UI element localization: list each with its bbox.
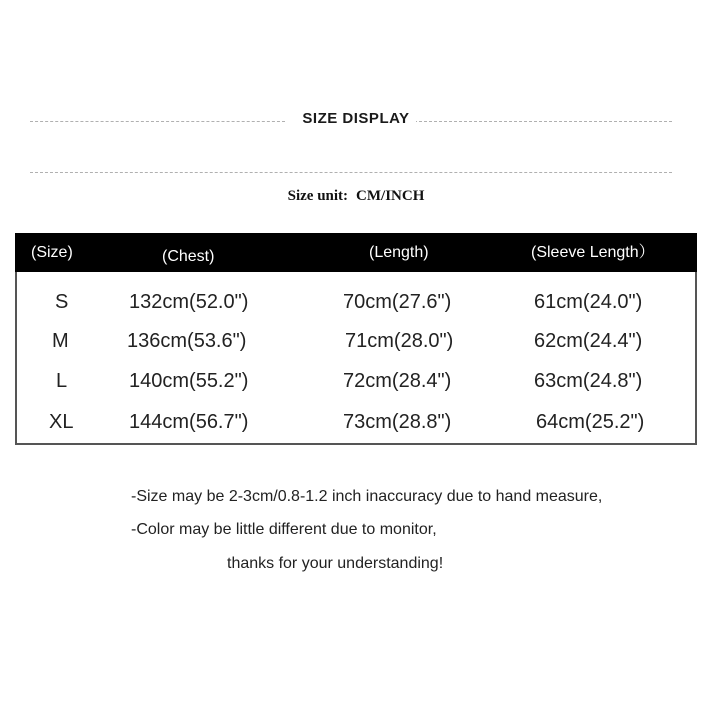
column-header-chest: (Chest): [162, 248, 215, 265]
sleeve-length-cell: 62cm(24.4"): [534, 330, 643, 352]
sleeve-length-cell: 63cm(24.8"): [534, 370, 643, 392]
sleeve-length-cell: 61cm(24.0"): [534, 291, 643, 313]
chest-cell: 140cm(55.2"): [129, 370, 249, 392]
length-cell: 73cm(28.8"): [343, 411, 452, 433]
chest-cell: 144cm(56.7"): [129, 411, 249, 433]
note-color-difference: -Color may be little different due to monitor,: [131, 521, 437, 538]
size-cell: M: [52, 330, 69, 352]
size-cell: L: [56, 370, 68, 392]
page-title-text: SIZE DISPLAY: [296, 110, 415, 127]
size-unit-label: Size unit:: [287, 188, 349, 204]
length-cell: 72cm(28.4"): [343, 370, 452, 392]
page-title: [0, 110, 712, 127]
size-unit-value: CM/INCH: [356, 188, 425, 204]
table-row: [17, 321, 695, 361]
column-header-sleeve-length: (Sleeve Length）: [531, 244, 655, 261]
note-thanks: thanks for your understanding!: [227, 555, 444, 572]
table-row: [17, 282, 695, 322]
size-unit-line: [0, 188, 712, 205]
column-header-length: (Length): [369, 244, 429, 261]
length-cell: 70cm(27.6"): [343, 291, 452, 313]
table-row: [17, 361, 695, 401]
size-cell: XL: [49, 411, 74, 433]
table-header: [15, 233, 697, 272]
length-cell: 71cm(28.0"): [345, 330, 454, 352]
sleeve-length-cell: 64cm(25.2"): [536, 411, 645, 433]
title-divider: [30, 172, 672, 173]
size-table: [15, 233, 697, 445]
size-cell: S: [55, 291, 69, 313]
chest-cell: 136cm(53.6"): [127, 330, 247, 352]
column-header-size: (Size): [31, 244, 73, 261]
note-size-inaccuracy: -Size may be 2-3cm/0.8-1.2 inch inaccuracy due to hand measure,: [131, 488, 603, 505]
table-row: [17, 402, 695, 442]
chest-cell: 132cm(52.0"): [129, 291, 249, 313]
